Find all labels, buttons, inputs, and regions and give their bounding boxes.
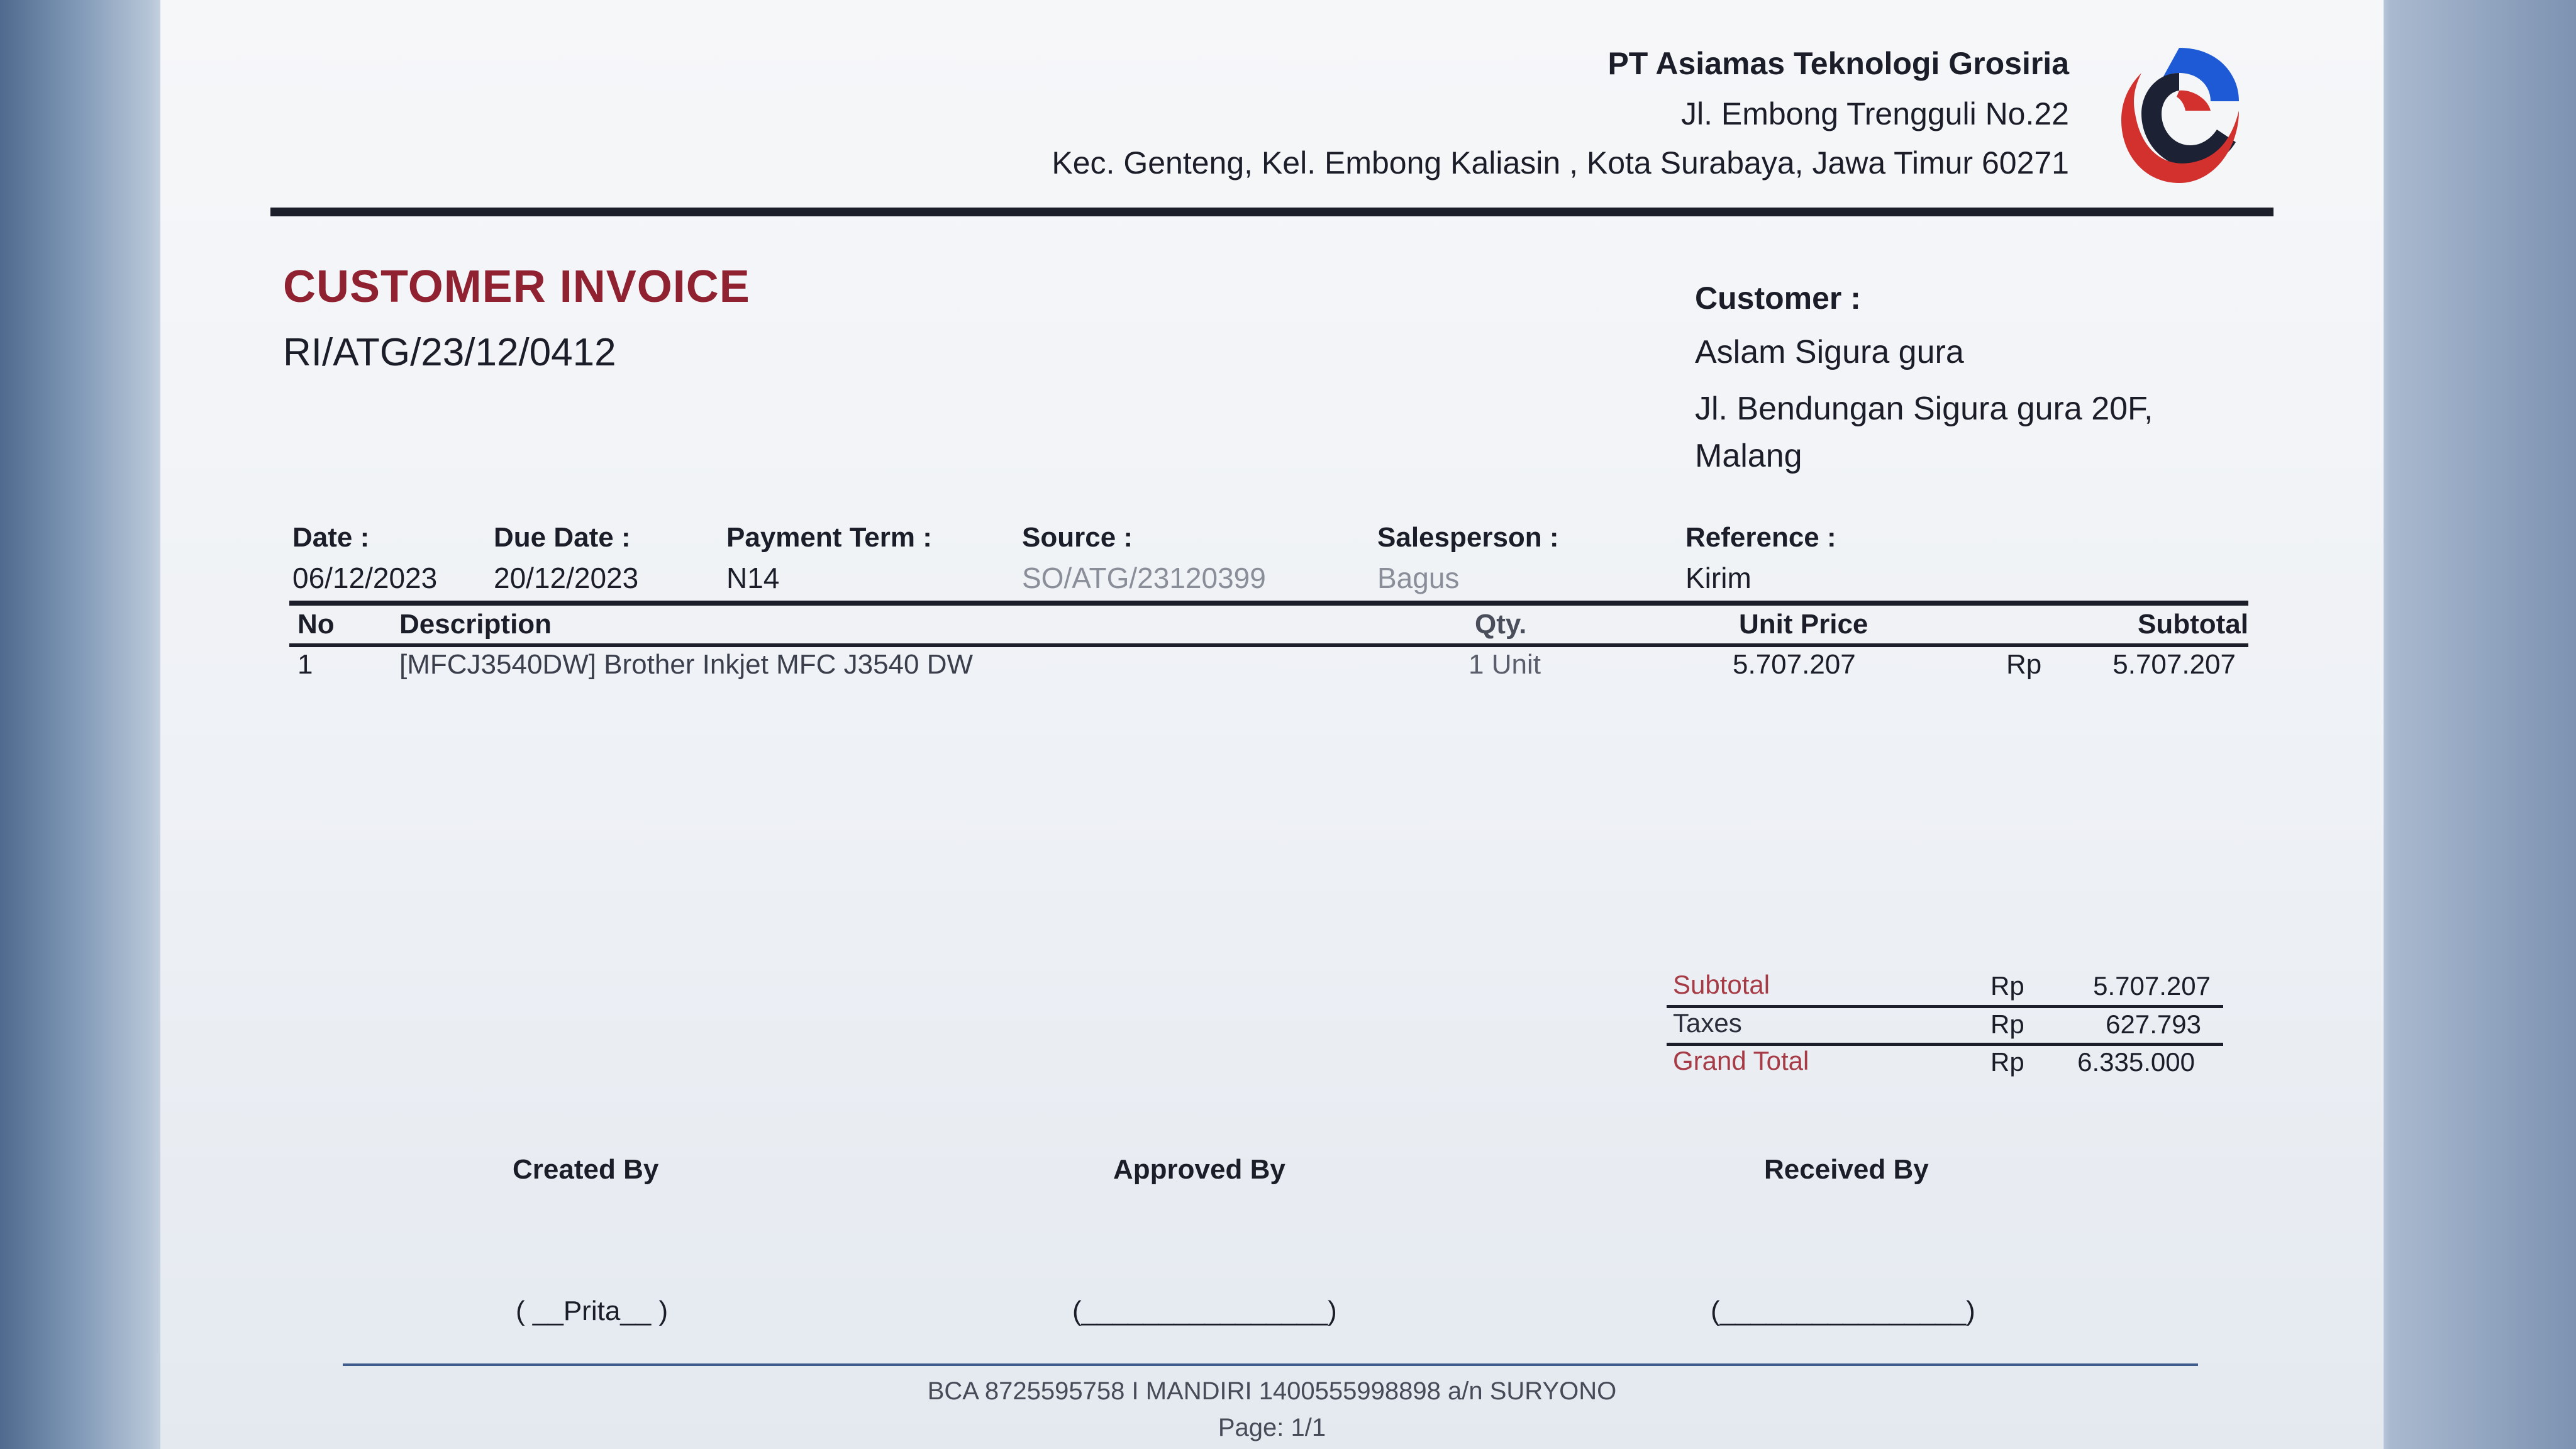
page-number: Page: 1/1 [1218, 1414, 1326, 1441]
salesperson-value: Bagus [1377, 562, 1460, 594]
source-value: SO/ATG/23120399 [1022, 562, 1266, 594]
col-header-unit-price: Unit Price [1739, 609, 1868, 640]
row-description: [MFCJ3540DW] Brother Inkjet MFC J3540 DW [399, 649, 974, 680]
approved-by-label: Approved By [1113, 1154, 1285, 1185]
customer-label: Customer : [1695, 280, 1861, 316]
row-unit-price: 5.707.207 [1733, 649, 1856, 680]
grand-total-label: Grand Total [1673, 1046, 1809, 1075]
payment-term-label: Payment Term : [726, 522, 932, 553]
subtotal-rule [1667, 1005, 2223, 1008]
col-header-description: Description [399, 609, 552, 640]
due-date-value: 20/12/2023 [494, 562, 639, 594]
bank-info: BCA 8725595758 I MANDIRI 1400555998898 a/n SURYONO [927, 1377, 1617, 1405]
company-address-line1: Jl. Embong Trengguli No.22 [1680, 96, 2069, 131]
reference-label: Reference : [1685, 522, 1836, 553]
source-label: Source : [1022, 522, 1133, 553]
row-qty: 1 Unit [1468, 649, 1541, 680]
row-no: 1 [297, 649, 313, 680]
due-date-label: Due Date : [494, 522, 631, 553]
created-by-name: ( __Prita__ ) [516, 1296, 669, 1326]
company-name: PT Asiamas Teknologi Grosiria [1607, 46, 2069, 81]
reference-value: Kirim [1685, 562, 1752, 594]
table-top-rule [289, 601, 2248, 606]
created-by-label: Created By [513, 1154, 659, 1185]
footer-divider [343, 1363, 2198, 1366]
customer-address-line1: Jl. Bendungan Sigura gura 20F, [1695, 391, 2153, 427]
subtotal-value: 5.707.207 [2093, 971, 2211, 1001]
customer-name: Aslam Sigura gura [1695, 334, 1964, 370]
received-by-line: (________________) [1711, 1296, 1975, 1326]
date-label: Date : [292, 522, 370, 553]
subtotal-currency: Rp [1990, 971, 2024, 1001]
grand-total-value: 6.335.000 [2077, 1047, 2195, 1077]
subtotal-label: Subtotal [1673, 970, 1770, 999]
received-by-label: Received By [1764, 1154, 1929, 1185]
col-header-no: No [297, 609, 335, 640]
invoice-number: RI/ATG/23/12/0412 [283, 331, 616, 374]
salesperson-label: Salesperson : [1377, 522, 1559, 553]
taxes-currency: Rp [1990, 1009, 2024, 1039]
company-address-line2: Kec. Genteng, Kel. Embong Kaliasin , Kota Surabaya, Jawa Timur 60271 [1052, 145, 2069, 180]
customer-address-line2: Malang [1695, 438, 1802, 474]
row-subtotal: 5.707.207 [2112, 649, 2236, 680]
col-header-qty: Qty. [1475, 609, 1527, 640]
grand-total-currency: Rp [1990, 1047, 2024, 1077]
invoice-title: CUSTOMER INVOICE [283, 262, 750, 312]
approved-by-line: (________________) [1072, 1296, 1337, 1326]
table-header-rule [289, 643, 2248, 647]
company-logo [2116, 42, 2242, 186]
payment-term-value: N14 [726, 562, 780, 594]
header-divider [270, 208, 2273, 216]
col-header-subtotal: Subtotal [2138, 609, 2248, 640]
date-value: 06/12/2023 [292, 562, 438, 594]
invoice-page [160, 0, 2384, 1449]
taxes-value: 627.793 [2106, 1009, 2201, 1039]
row-currency: Rp [2006, 649, 2042, 680]
taxes-label: Taxes [1673, 1008, 1742, 1038]
